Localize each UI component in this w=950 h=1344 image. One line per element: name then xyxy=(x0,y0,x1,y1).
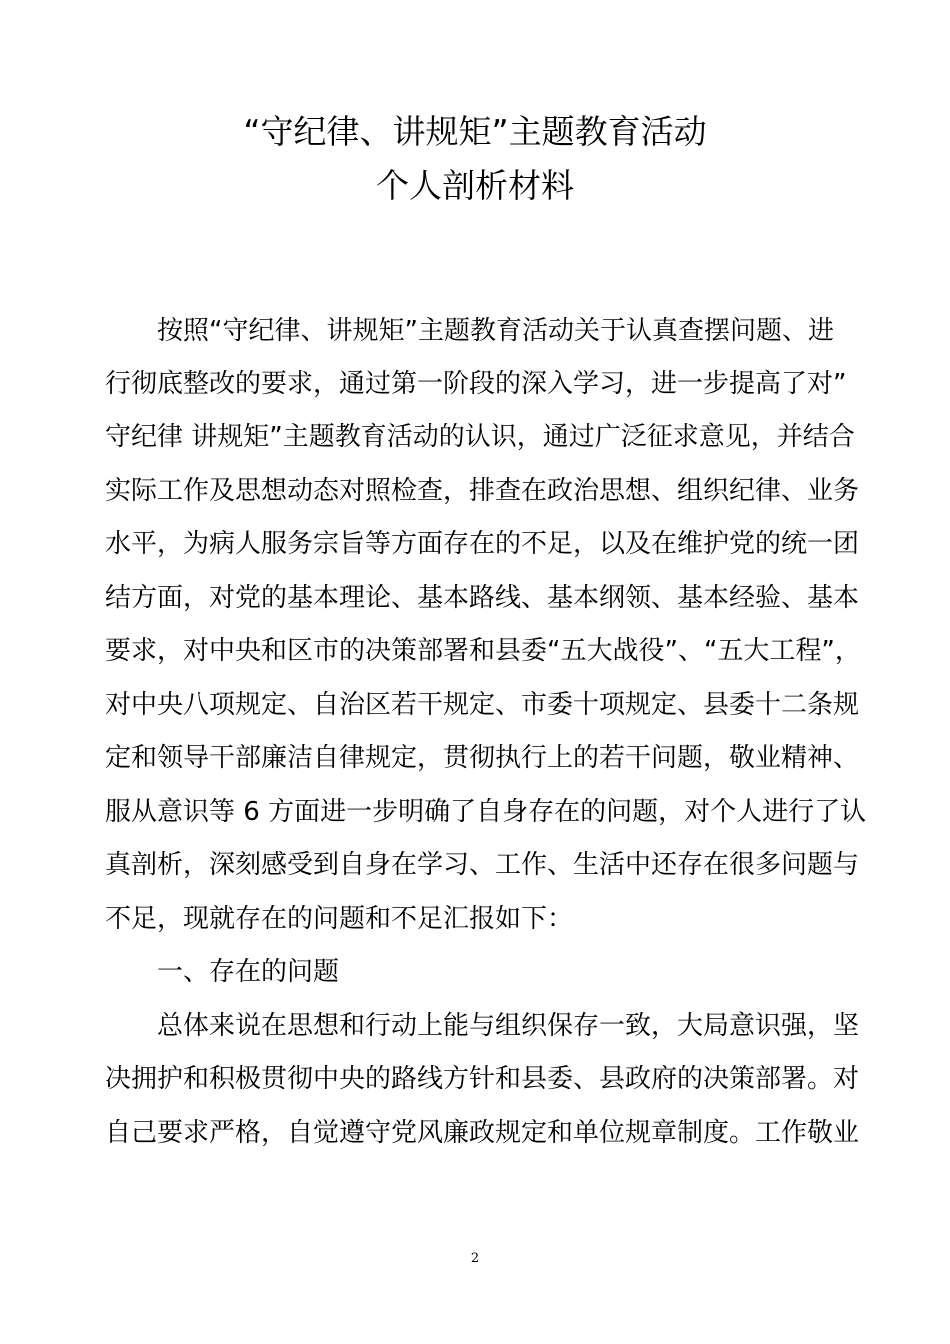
body-line: 对中央八项规定、自治区若干规定、市委十项规定、县委十二条规 xyxy=(105,690,860,720)
body-line: 按照“守纪律、讲规矩”主题教育活动关于认真查摆问题、进 xyxy=(105,316,834,346)
document-title-line-2: 个人剖析材料 xyxy=(376,166,574,205)
body-line: 实际工作及思想动态对照检查，排查在政治思想、组织纪律、业务 xyxy=(105,476,860,506)
body-line: 总体来说在思想和行动上能与组织保存一致，大局意识强，坚 xyxy=(105,1011,860,1041)
body-line: 水平，为病人服务宗旨等方面存在的不足，以及在维护党的统一团 xyxy=(105,529,860,559)
body-line: 自己要求严格，自觉遵守党风廉政规定和单位规章制度。工作敬业 xyxy=(105,1118,860,1148)
body-line: 守纪律 讲规矩”主题教育活动的认识，通过广泛征求意见，并结合 xyxy=(105,422,855,452)
body-line: 结方面，对党的基本理论、基本路线、基本纲领、基本经验、基本 xyxy=(105,583,860,613)
page-number: 2 xyxy=(470,1251,480,1266)
section-heading: 一、存在的问题 xyxy=(105,957,340,987)
body-line: 决拥护和积极贯彻中央的路线方针和县委、县政府的决策部署。对 xyxy=(105,1064,860,1094)
body-line: 行彻底整改的要求，通过第一阶段的深入学习，进一步提高了对” xyxy=(105,369,847,399)
body-line: 要求，对中央和区市的决策部署和县委“五大战役”、“五大工程”， xyxy=(105,636,861,666)
body-line: 真剖析，深刻感受到自身在学习、工作、生活中还存在很多问题与 xyxy=(105,850,860,880)
body-line: 定和领导干部廉洁自律规定，贯彻执行上的若干问题，敬业精神、 xyxy=(105,743,860,773)
document-title-line-1: “守纪律、讲规矩”主题教育活动 xyxy=(243,112,707,151)
body-line: 服从意识等 6 方面进一步明确了自身存在的问题，对个人进行了认 xyxy=(105,797,867,827)
body-line: 不足，现就存在的问题和不足汇报如下： xyxy=(105,904,574,934)
